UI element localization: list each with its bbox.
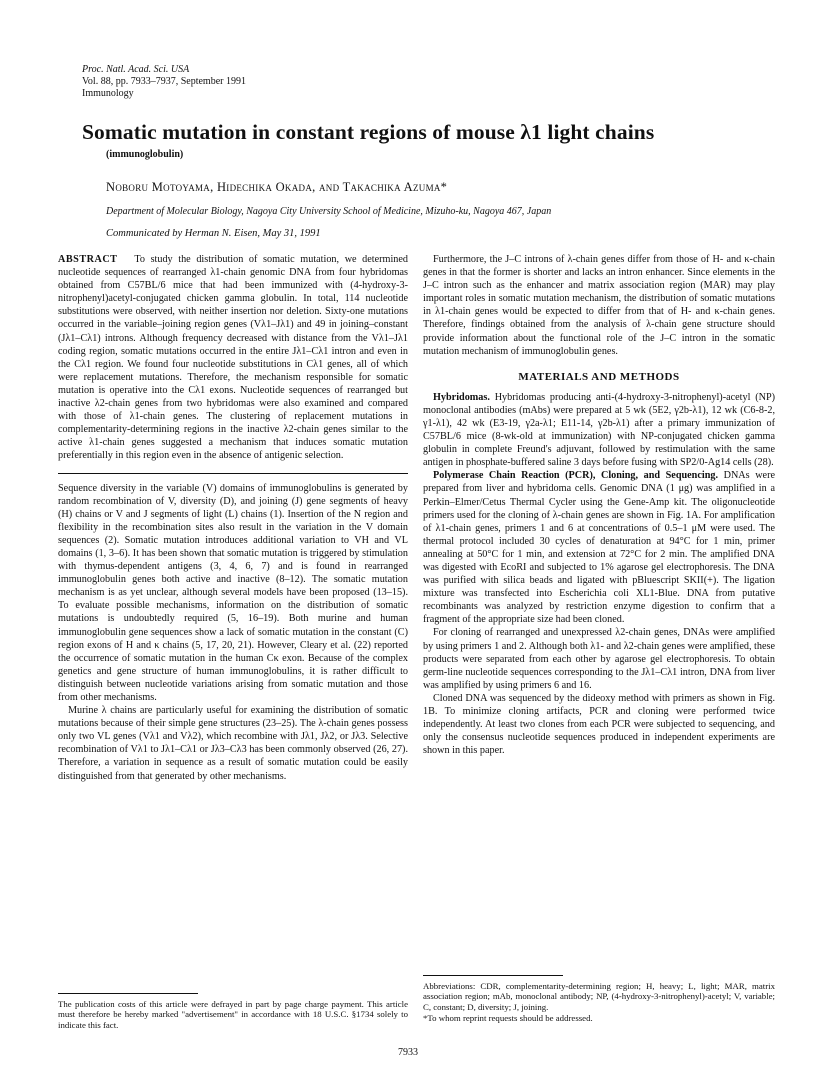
journal-header — [82, 64, 246, 100]
abstract-divider — [58, 473, 408, 474]
intro-paragraph-2: Murine λ chains are particularly useful for examining the distribution of somatic mutations because of their simple gene structures (23–25). The λ-chain genes possess only two VL genes (Vλ1 and Vλ2), which recombine with Jλ1, Jλ2, or Jλ3. Selective recombination of Vλ1 to Jλ1–Cλ1 or Jλ3–Cλ3 has been commonly observed (26, 27). Therefore, a variation in sequence as a result of somatic mutation could be easily distinguished from that generated by other mechanisms. — [58, 705, 408, 782]
right-column — [423, 253, 775, 757]
abbreviations-text: Abbreviations: CDR, complementarity-determining region; H, heavy; L, light; MAR, matrix association region; mAb, monoclonal antibody; NP, (4-hydroxy-3-nitrophenyl)-acetyl; V, variable; C, constant; D, diversity; J, joining. — [423, 981, 775, 1012]
charges-text: The publication costs of this article were defrayed in part by page charge payment. This article must therefore be hereby marked "advertisement" in accordance with 18 U.S.C. §1734 solely to indicate this fact. — [58, 999, 408, 1030]
article-title: Somatic mutation in constant regions of mouse λ1 light chains — [82, 120, 655, 144]
pcr-text: DNAs were prepared from liver and hybridoma cells. Genomic DNA (1 μg) was amplified in a Perkin–Elmer/Cetus Thermal Cycler using the Gene-Amp kit. The oligonucleotide primers used for the cloning of λ-chain genes are shown in Fig. 1A. For amplification of λ1-chain genes, primers 1 and 6 at concentrations of 0.5–1 μM were used. The thermal protocol included 30 cycles of denaturation at 94°C for 1 min, primer annealing at 50°C for 1 min, and extension at 72°C for 2 min. The amplified DNA was digested with EcoRI and subjected to 1% agarose gel electrophoresis. The DNA was purified with silica beads and ligated with pBluescript SKII(+). The ligation mixture was transfected into Escherichia coli XL1-Blue. DNA from putative recombinants was analyzed by restriction enzyme digestion to confirm that a fragment of the appropriate size had been cloned. — [423, 470, 775, 626]
journal-name: Proc. Natl. Acad. Sci. USA — [82, 64, 190, 75]
abstract — [58, 253, 408, 463]
hybridomas-label: Hybridomas. — [433, 391, 490, 403]
page-number: 7933 — [398, 1047, 418, 1058]
abbreviations-rule — [423, 975, 563, 976]
footnote-rule — [58, 993, 198, 994]
methods-sequencing: Cloned DNA was sequenced by the dideoxy method with primers as shown in Fig. 1B. To minimize cloning artifacts, PCR and cloning were performed twice independently. At least two clones from each PCR were subjected to sequencing, and only the consensus nucleotide sequences produced in independent experiments are shown in this paper. — [423, 692, 775, 757]
journal-volume: Vol. 88, pp. 7933–7937, September 1991 — [82, 76, 246, 87]
charges-footnote — [58, 993, 408, 1030]
abstract-label: ABSTRACT — [58, 254, 118, 265]
pcr-label: Polymerase Chain Reaction (PCR), Cloning, and Sequencing. — [433, 470, 719, 482]
left-column — [58, 253, 408, 783]
article-communicated: Communicated by Herman N. Eisen, May 31, 1991 — [106, 228, 321, 239]
abstract-text: To study the distribution of somatic mutation, we determined nucleotide sequences of rearranged λ1-chain genomic DNA from four hybridomas obtained from C57BL/6 mice that had been immunized with (4-hydroxy-3-nitrophenyl)acetyl-conjugated chicken gamma globulin. In total, 114 nucleotide substitutions were observed, with neither insertion nor deletion. Sixty-one mutations occurred in the variable–joining region genes (Vλ1–Jλ1) and 49 in joining–constant (Jλ1–Cλ1) introns. Although frequency decreased with distance from the Vλ1–Jλ1 coding region, somatic mutations occurred in the entire Jλ1–Cλ1 intron and even in the Cλ1 region. We found four nucleotide substitutions in Cλ1 genes, all of which were replacement mutations. Therefore, the mechanism responsible for somatic mutation is operative into the Cλ1 exons. Nucleotide sequences of rearranged but inactive λ2-chain genes from two hybridomas were also examined and compared with those of λ1-chain genes. The clustering of replacement mutations in complementarity-determining regions in the inactive λ2-chain genes similar to the active λ1-chain genes suggested a mechanism that induces somatic mutation preferentially in this region even in the absence of antigenic selection. — [58, 254, 409, 462]
abbreviations-footnote — [423, 975, 775, 1025]
reprint-note: *To whom reprint requests should be addressed. — [423, 1013, 593, 1024]
hybridomas-text: Hybridomas producing anti-(4-hydroxy-3-nitrophenyl)-acetyl (NP) monoclonal antibodies (mAbs) were prepared at 5 wk (5E2, γ2b-λ1), 12 wk (C6-8-2, γ1-λ1), 42 wk (E3-19, γ2a-λ1; E11-14, γ2b-λ1) after a primary immunization of C57BL/6 mice (8-wk-old at immunization) with NP-conjugated chicken gamma globulin in complete Freund's adjuvant, followed by restimulation with the same antigen in phosphate-buffered saline 3 days before fusing with SP2/0-Ag14 cells (28). — [423, 391, 776, 469]
article-affiliation: Department of Molecular Biology, Nagoya City University School of Medicine, Mizuho-ku, Nagoya 467, Japan — [106, 206, 552, 217]
journal-field: Immunology — [82, 88, 134, 99]
intro-paragraph-3: Furthermore, the J–C introns of λ-chain genes differ from those of H- and κ-chain genes in that the former is shorter and lacks an intron enhancer. Since elements in the J–C intron such as the enhancer and matrix association region (MAR) may play important roles in somatic mutation mechanism, the distribution of somatic mutations in λ1-chain genes would be expected to differ from that of H- and κ-chain genes. Therefore, findings obtained from the analysis of λ-chain gene structure should provide information about the functional role of the J–C intron in the somatic mutation mechanism of immunoglobulin genes. — [423, 254, 775, 357]
article-authors: Noboru Motoyama, Hidechika Okada, and Takachika Azuma* — [106, 180, 448, 194]
methods-cloning-lambda2: For cloning of rearranged and unexpressed λ2-chain genes, DNAs were amplified by using primers 1 and 2. Although both λ1- and λ2-chain genes were amplified, these products were separated from each other by agarose gel electrophoresis. To obtain germ-line nucleotide sequences corresponding to the Jλ1–Cλ1 intron, DNA from liver was amplified by using primers 6 and 16. — [423, 627, 775, 691]
methods-pcr — [423, 469, 775, 626]
methods-hybridomas — [423, 391, 775, 470]
methods-heading: MATERIALS AND METHODS — [518, 370, 680, 383]
intro-paragraph-1: Sequence diversity in the variable (V) domains of immunoglobulins is generated by random recombination of V, diversity (D), and joining (J) gene segments of heavy (H) chains or V and J segments of light (L) chains (1). Insertion of the N region and flexibility in the recombination sites also result in the variation in the V domain sequences (2). Somatic mutation introduces additional variation to VH and VL domains (1, 3–6). It has been shown that somatic mutation is triggered by stimulation with thymus-dependent antigens (3, 4, 6, 7) and is found in rearranged immunoglobulin genes both active and inactive (8–12). The somatic mutation mechanism is as yet unclear, although several models have been proposed (13–15). To evaluate possible mechanisms, information on the distribution of somatic mutations is undoubtedly required (5, 16–19). Both murine and human immunoglobulin gene sequences show a lack of somatic mutation in the constant (C) region exons of H and κ chains (5, 17, 20, 21). However, Cleary et al. (22) reported the occurrence of somatic mutation in the human Cκ exon. Because of the complex genetics and gene structure of human immunoglobulins, it is rather difficult to distinguish between nucleotide variations arising from somatic mutation and those from other mechanisms. — [58, 482, 408, 703]
article-keywords: (immunoglobulin) — [106, 149, 184, 160]
